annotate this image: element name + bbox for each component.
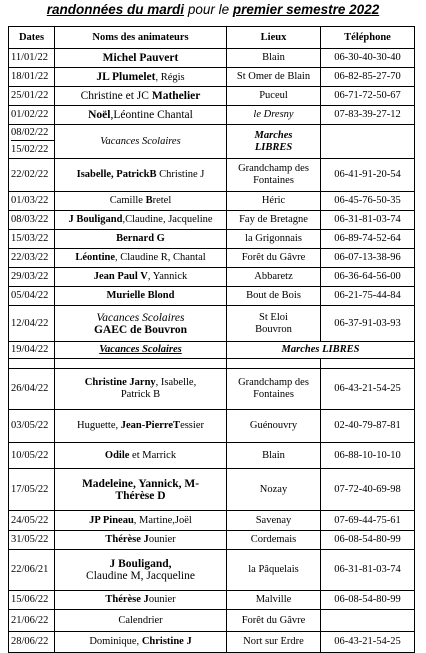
title-part-3: premier semestre 2022 xyxy=(232,2,380,17)
animateurs-cell: JL Plumelet, Régis xyxy=(55,68,227,87)
table-row xyxy=(9,550,415,591)
animateurs-cell: Christine Jarny, Isabelle, Patrick B xyxy=(55,369,227,410)
title-part-2: pour le xyxy=(187,2,230,17)
animateurs-cell: Vacances Scolaires xyxy=(55,125,227,159)
telephone-cell: 06-07-13-38-96 xyxy=(321,249,415,268)
telephone-cell: 07-72-40-69-98 xyxy=(321,469,415,511)
telephone-cell: 06-45-76-50-35 xyxy=(321,192,415,211)
lieu-cell: Savenay xyxy=(227,511,321,531)
table-row xyxy=(9,342,415,359)
animateurs-cell: Calendrier xyxy=(55,610,227,632)
table-row xyxy=(9,106,415,125)
lieu-cell: Fay de Bretagne xyxy=(227,211,321,230)
telephone-cell: 02-40-79-87-81 xyxy=(321,410,415,443)
animateurs-cell: Isabelle, PatrickB Christine J xyxy=(55,159,227,192)
animateurs-cell: Thérèse Jounier xyxy=(55,531,227,550)
lieu-cell: Grandchamp des Fontaines xyxy=(227,369,321,410)
header-row xyxy=(9,27,415,49)
lieu-cell: Marches LIBRES xyxy=(227,125,321,159)
date-cell: 03/05/22 xyxy=(9,410,55,443)
table-row xyxy=(9,443,415,469)
table-row xyxy=(9,632,415,653)
telephone-cell: 06-88-10-10-10 xyxy=(321,443,415,469)
animateurs-cell: Madeleine, Yannick, M-Thérèse D xyxy=(55,469,227,511)
animateurs-cell: Thérèse Jounier xyxy=(55,591,227,610)
header-lieux: Lieux xyxy=(227,27,321,49)
telephone-cell: 06-43-21-54-25 xyxy=(321,369,415,410)
animateurs-cell: Noël,Léontine Chantal xyxy=(55,106,227,125)
lieu-cell: Puceul xyxy=(227,87,321,106)
telephone-cell: 06-43-21-54-25 xyxy=(321,632,415,653)
header-dates: Dates xyxy=(9,27,55,49)
header-animateurs: Noms des animateurs xyxy=(55,27,227,49)
table-row xyxy=(9,249,415,268)
telephone-cell xyxy=(321,125,415,159)
animateurs-cell: J Bouligand, Claudine M, Jacqueline xyxy=(55,550,227,591)
table-row xyxy=(9,125,415,159)
date-cell: 29/03/22 xyxy=(9,268,55,287)
date-cell: 12/04/22 xyxy=(9,306,55,342)
animateurs-cell: Vacances Scolaires xyxy=(55,342,227,359)
animateurs-cell: Vacances Scolaires GAEC de Bouvron xyxy=(55,306,227,342)
lieu-cell: Forêt du Gâvre xyxy=(227,249,321,268)
lieu-cell: Nozay xyxy=(227,469,321,511)
telephone-cell: 06-08-54-80-99 xyxy=(321,591,415,610)
animateurs-cell: Murielle Blond xyxy=(55,287,227,306)
date-cell: 10/05/22 xyxy=(9,443,55,469)
lieu-cell: Guénouvry xyxy=(227,410,321,443)
table-row xyxy=(9,159,415,192)
telephone-cell: 06-89-74-52-64 xyxy=(321,230,415,249)
table-row xyxy=(9,87,415,106)
lieu-cell: Malville xyxy=(227,591,321,610)
date-cell: 24/05/22 xyxy=(9,511,55,531)
animateurs-cell: Odile et Marrick xyxy=(55,443,227,469)
telephone-cell: 06-08-54-80-99 xyxy=(321,531,415,550)
date-cell: 15/06/22 xyxy=(9,591,55,610)
lieu-cell: la Grigonnais xyxy=(227,230,321,249)
animateurs-cell: Léontine, Claudine R, Chantal xyxy=(55,249,227,268)
date-cell: 25/01/22 xyxy=(9,87,55,106)
lieu-cell: Bout de Bois xyxy=(227,287,321,306)
telephone-cell: 06-41-91-20-54 xyxy=(321,159,415,192)
date-cell: 22/02/22 xyxy=(9,159,55,192)
telephone-cell xyxy=(321,610,415,632)
lieu-cell: Héric xyxy=(227,192,321,211)
lieu-cell: Blain xyxy=(227,443,321,469)
table-row xyxy=(9,410,415,443)
telephone-cell: 06-36-64-56-00 xyxy=(321,268,415,287)
lieu-cell: Marches LIBRES xyxy=(227,342,415,359)
lieu-cell: Forêt du Gâvre xyxy=(227,610,321,632)
telephone-cell: 06-21-75-44-84 xyxy=(321,287,415,306)
table-row xyxy=(9,49,415,68)
table-row xyxy=(9,287,415,306)
lieu-cell: Nort sur Erdre xyxy=(227,632,321,653)
animateurs-cell: JP Pineau, Martine,Joël xyxy=(55,511,227,531)
date-cell: 01/02/22 xyxy=(9,106,55,125)
page-title xyxy=(0,2,426,20)
telephone-cell: 06-71-72-50-67 xyxy=(321,87,415,106)
table-row xyxy=(9,306,415,342)
lieu-cell: la Pâquelais xyxy=(227,550,321,591)
animateurs-cell: Bernard G xyxy=(55,230,227,249)
animateurs-cell: J Bouligand,Claudine, Jacqueline xyxy=(55,211,227,230)
lieu-cell: Cordemais xyxy=(227,531,321,550)
animateurs-cell: Huguette, Jean-PierreTessier xyxy=(55,410,227,443)
animateurs-cell: Michel Pauvert xyxy=(55,49,227,68)
table-row xyxy=(9,230,415,249)
lieu-cell: le Dresny xyxy=(227,106,321,125)
table-row xyxy=(9,531,415,550)
telephone-cell: 06-37-91-03-93 xyxy=(321,306,415,342)
date-cell: 22/03/22 xyxy=(9,249,55,268)
table-row xyxy=(9,211,415,230)
schedule-table xyxy=(8,26,415,653)
table-row xyxy=(9,511,415,531)
table-row xyxy=(9,68,415,87)
telephone-cell: 07-83-39-27-12 xyxy=(321,106,415,125)
title-part-1: randonnées du mardi xyxy=(46,2,185,17)
date-cell: 17/05/22 xyxy=(9,469,55,511)
table-row xyxy=(9,268,415,287)
date-cell: 15/03/22 xyxy=(9,230,55,249)
date-cell: 19/04/22 xyxy=(9,342,55,359)
table-row xyxy=(9,369,415,410)
date-cell: 01/03/22 xyxy=(9,192,55,211)
telephone-cell: 06-82-85-27-70 xyxy=(321,68,415,87)
date-cell: 21/06/22 xyxy=(9,610,55,632)
date-cell: 08/03/22 xyxy=(9,211,55,230)
date-cell: 22/06/21 xyxy=(9,550,55,591)
lieu-cell: Grandchamp des Fontaines xyxy=(227,159,321,192)
lieu-cell: Abbaretz xyxy=(227,268,321,287)
date-cell: 08/02/22 15/02/22 xyxy=(9,125,55,159)
animateurs-cell: Dominique, Christine J xyxy=(55,632,227,653)
table-row xyxy=(9,610,415,632)
lieu-cell: St Eloi Bouvron xyxy=(227,306,321,342)
animateurs-cell: Christine et JC Mathelier xyxy=(55,87,227,106)
animateurs-cell: Camille Bretel xyxy=(55,192,227,211)
telephone-cell: 06-31-81-03-74 xyxy=(321,211,415,230)
date-cell: 18/01/22 xyxy=(9,68,55,87)
telephone-cell: 06-30-40-30-40 xyxy=(321,49,415,68)
header-telephone: Téléphone xyxy=(321,27,415,49)
date-cell: 28/06/22 xyxy=(9,632,55,653)
lieu-cell: Blain xyxy=(227,49,321,68)
spacer-row xyxy=(9,359,415,369)
table-row xyxy=(9,192,415,211)
table-row xyxy=(9,469,415,511)
date-cell: 26/04/22 xyxy=(9,369,55,410)
telephone-cell: 07-69-44-75-61 xyxy=(321,511,415,531)
date-cell: 31/05/22 xyxy=(9,531,55,550)
date-cell: 05/04/22 xyxy=(9,287,55,306)
table-row xyxy=(9,591,415,610)
lieu-cell: St Omer de Blain xyxy=(227,68,321,87)
telephone-cell: 06-31-81-03-74 xyxy=(321,550,415,591)
animateurs-cell: Jean Paul V, Yannick xyxy=(55,268,227,287)
date-cell: 11/01/22 xyxy=(9,49,55,68)
